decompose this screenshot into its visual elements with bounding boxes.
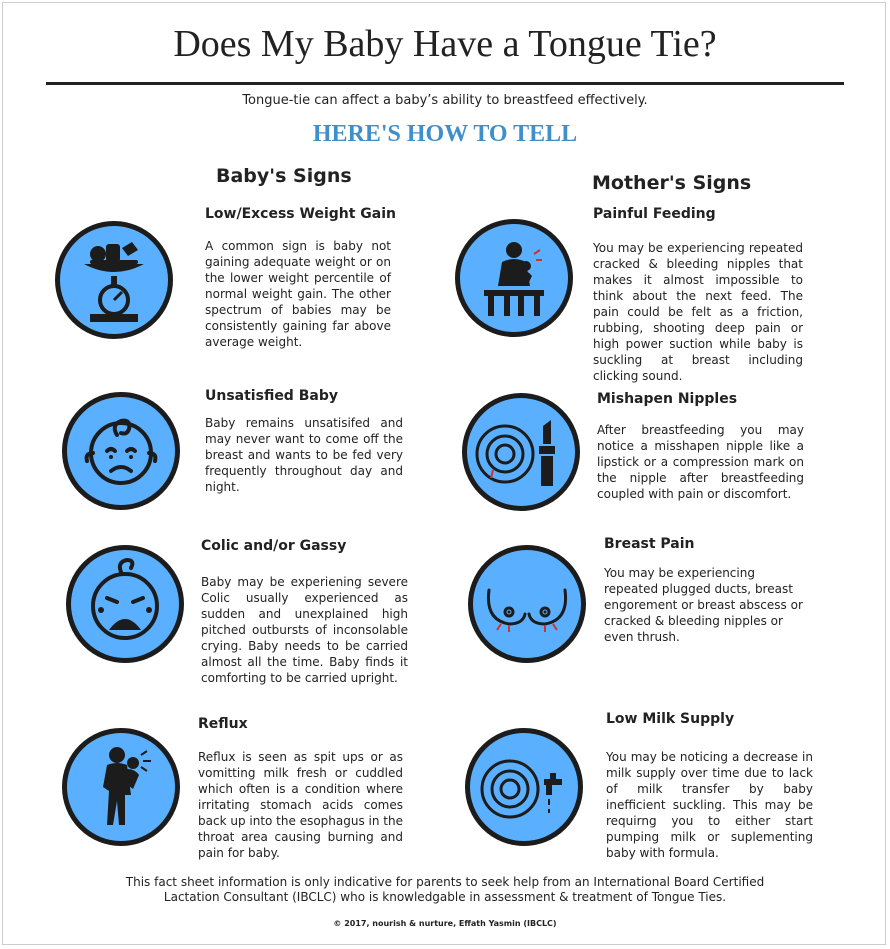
- crying-baby-icon: [66, 545, 184, 663]
- mother-sign-title: Breast Pain: [604, 536, 695, 552]
- baby-sign-title: Low/Excess Weight Gain: [205, 206, 397, 222]
- parent-holding-baby-icon: [62, 728, 180, 846]
- breast-tap-icon: [465, 728, 583, 846]
- page-subtitle: Tongue-tie can affect a baby’s ability to breastfeed effectively.: [242, 93, 648, 108]
- page-title: Does My Baby Have a Tongue Tie?: [173, 23, 717, 65]
- baby-sign-title: Reflux: [198, 716, 248, 732]
- mother-signs-heading: Mother's Signs: [592, 172, 752, 194]
- baby-sign-text: Reflux is seen as spit ups or as vomitting milk fresh or cuddled which often is a condition where irritating stomach acids comes back up into the esophagus in the throat area causing burning and pain for baby.: [198, 750, 403, 860]
- mother-sign-title: Painful Feeding: [593, 206, 716, 222]
- baby-sign-title: Colic and/or Gassy: [201, 538, 347, 554]
- mother-sign-title: Low Milk Supply: [606, 711, 735, 727]
- section-banner: HERE'S HOW TO TELL: [312, 121, 578, 147]
- mother-sign-title: Mishapen Nipples: [597, 391, 738, 407]
- footer-note: This fact sheet information is only indicative for parents to seek help from an International Board Certified Lactation Consultant (IBCLC) who is knowledgable in assessment & treatment of Tongue Ties.: [125, 875, 765, 904]
- baby-sign-text: A common sign is baby not gaining adequate weight or on the lower weight percentile of normal weight gain. The other spectrum of babies may be consistently gaining far above average weight.: [205, 239, 391, 349]
- baby-sign-text: Baby remains unsatisifed and may never want to come off the breast and wants to be fed very frequently throughout day and night.: [205, 416, 403, 494]
- mother-breastfeeding-icon: [455, 219, 573, 337]
- sad-baby-face-icon: [62, 392, 180, 510]
- nipple-lipstick-icon: [462, 393, 580, 511]
- baby-scale-icon: [55, 221, 173, 339]
- mother-sign-text: You may be noticing a decrease in milk supply over time due to lack of milk transfer by baby inefficient suckling. This may be requirng you to either start pumping milk or suplementing baby with formula.: [606, 750, 813, 860]
- copyright: © 2017, nourish & nurture, Effath Yasmin (IBCLC): [333, 919, 557, 928]
- mother-sign-text: You may be experiencing repeated cracked & bleeding nipples that makes it almost impossible to think about the next feed. The pain could be felt as a friction, rubbing, shooting deep pain or high power suction while baby is suckling at breast including clicking sound.: [593, 241, 803, 383]
- baby-sign-text: Baby may be experiening severe Colic usually experienced as sudden and unexplained high pitched outbursts of inconsolable crying. Baby needs to be carried almost all the time. Baby finds it comforting to be carried upright.: [201, 575, 408, 685]
- mother-sign-text: You may be experiencing repeated plugged ducts, breast engorement or breast abscess or cracked & bleeding nipples or even thrush.: [604, 566, 803, 644]
- baby-sign-title: Unsatisfied Baby: [205, 388, 338, 404]
- baby-signs-heading: Baby's Signs: [216, 165, 352, 187]
- mother-sign-text: After breastfeeding you may notice a misshapen nipple like a lipstick or a compression mark on the nipple after breastfeeding coupled with pain or discomfort.: [597, 423, 804, 501]
- title-divider: [46, 82, 844, 85]
- breast-pain-icon: [468, 545, 586, 663]
